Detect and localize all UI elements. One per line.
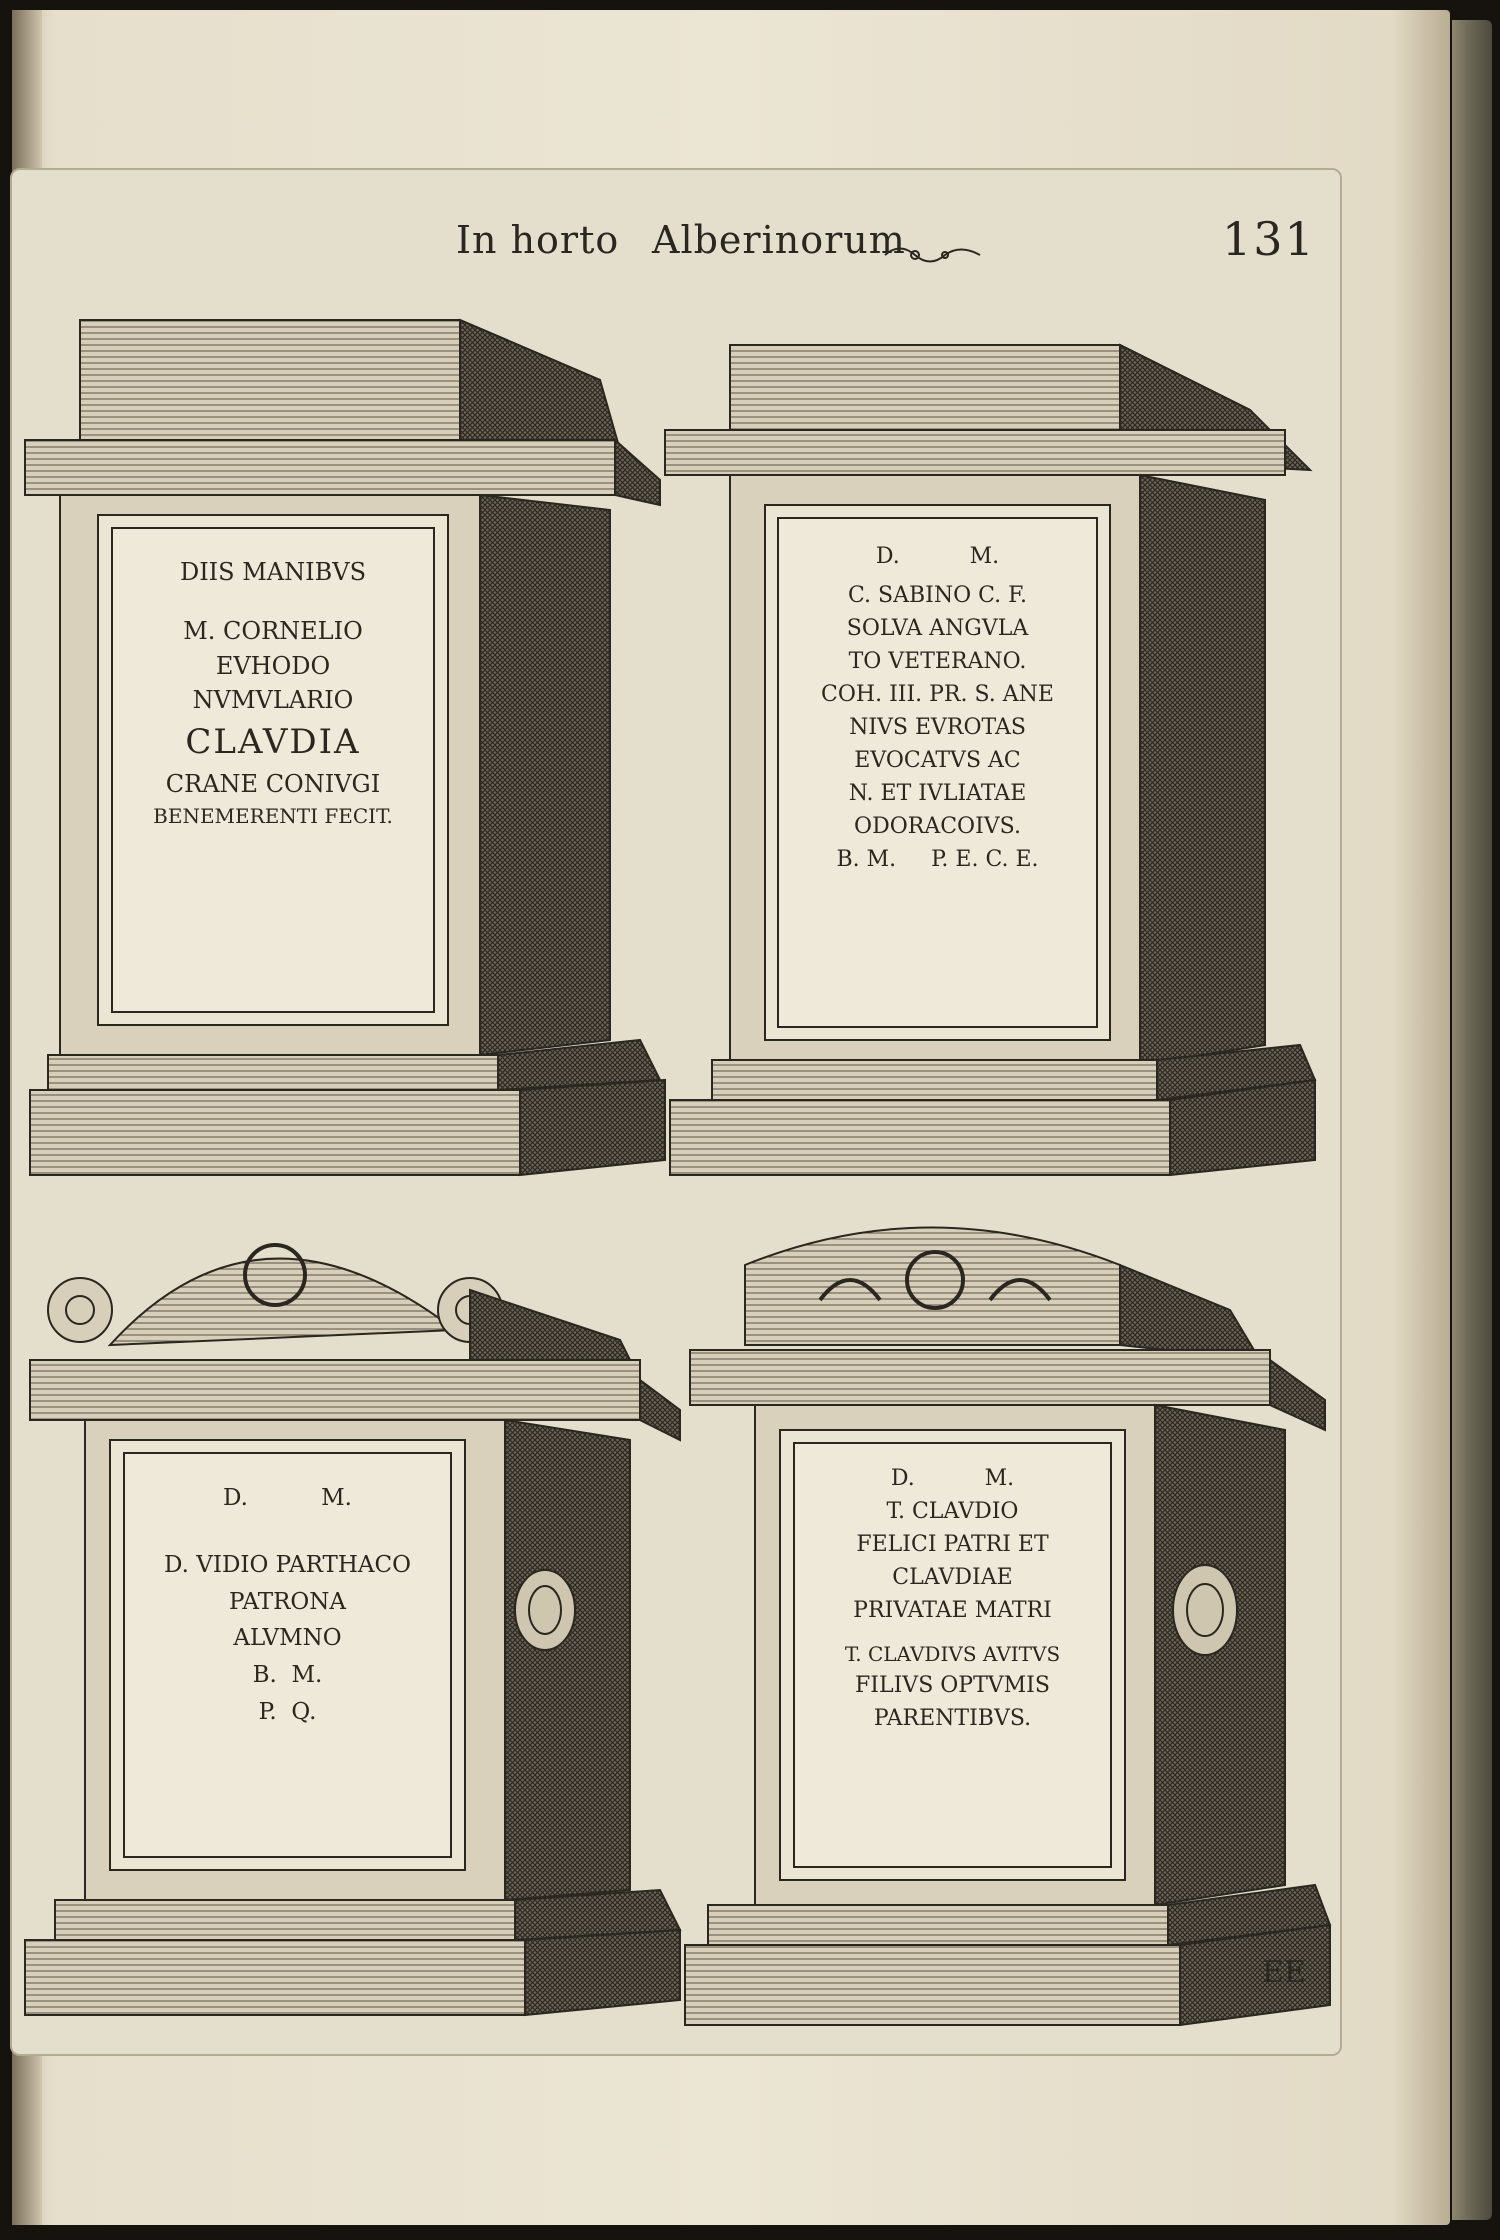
header-right: Alberinorum	[652, 218, 906, 262]
inscription-line: ALVMNO	[233, 1625, 342, 1652]
altar-4-inscription	[794, 1462, 1111, 1735]
inscription-line: COH. III. PR. S. ANE	[821, 682, 1054, 707]
inscription-line: NIVS EVROTAS	[849, 715, 1026, 740]
inscription-line: SOLVA ANGVLA	[846, 616, 1029, 641]
inscription-line: T. CLAVDIO	[886, 1499, 1019, 1524]
inscription-line: P. Q.	[258, 1698, 317, 1725]
altar-1-inscription	[112, 555, 434, 831]
inscription-line: CLAVDIA	[185, 722, 361, 763]
inscription-line: N. ET IVLIATAE	[848, 781, 1027, 806]
inscription-line: PATRONA	[229, 1588, 346, 1615]
inscription-line: FELICI PATRI ET	[856, 1532, 1049, 1557]
altar-3-inscription	[124, 1480, 451, 1731]
inscription-line: CLAVDIAE	[892, 1565, 1013, 1590]
inscription-line: FILIVS OPTVMIS	[855, 1673, 1050, 1698]
inscription-line: M. CORNELIO	[183, 616, 363, 645]
inscription-line: PRIVATAE MATRI	[853, 1598, 1052, 1623]
inscription-line: T. CLAVDIVS AVITVS	[844, 1642, 1061, 1666]
inscription-line: EVOCATVS AC	[854, 748, 1021, 773]
inscription-line: NVMVLARIO	[192, 686, 354, 715]
inscription-line: ODORACOIVS.	[854, 814, 1021, 839]
inscription-line: EVHODO	[215, 651, 331, 680]
inscription-line: D. VIDIO PARTHACO	[164, 1551, 411, 1578]
page-number: 131	[1222, 212, 1316, 266]
inscription-line: TO VETERANO.	[848, 649, 1027, 674]
inscription-line: D. M.	[890, 1466, 1015, 1491]
inscription-line: PARENTIBVS.	[873, 1706, 1032, 1731]
inscription-line: DIIS MANIBVS	[179, 558, 367, 586]
inscription-line: D. M.	[223, 1485, 352, 1511]
altar-2-inscription	[778, 540, 1097, 876]
header-left: In horto	[456, 218, 620, 262]
inscription-line: D. M.	[875, 544, 1000, 569]
inscription-line: C. SABINO C. F.	[848, 583, 1027, 608]
inscription-line: CRANE CONIVGI	[165, 770, 381, 799]
engraver-signature: EE	[1262, 1955, 1306, 1990]
inscription-line: B. M.	[252, 1662, 323, 1689]
inscription-line: B. M. P. E. C. E.	[836, 847, 1039, 872]
inscription-line: BENEMERENTI FECIT.	[153, 804, 393, 829]
